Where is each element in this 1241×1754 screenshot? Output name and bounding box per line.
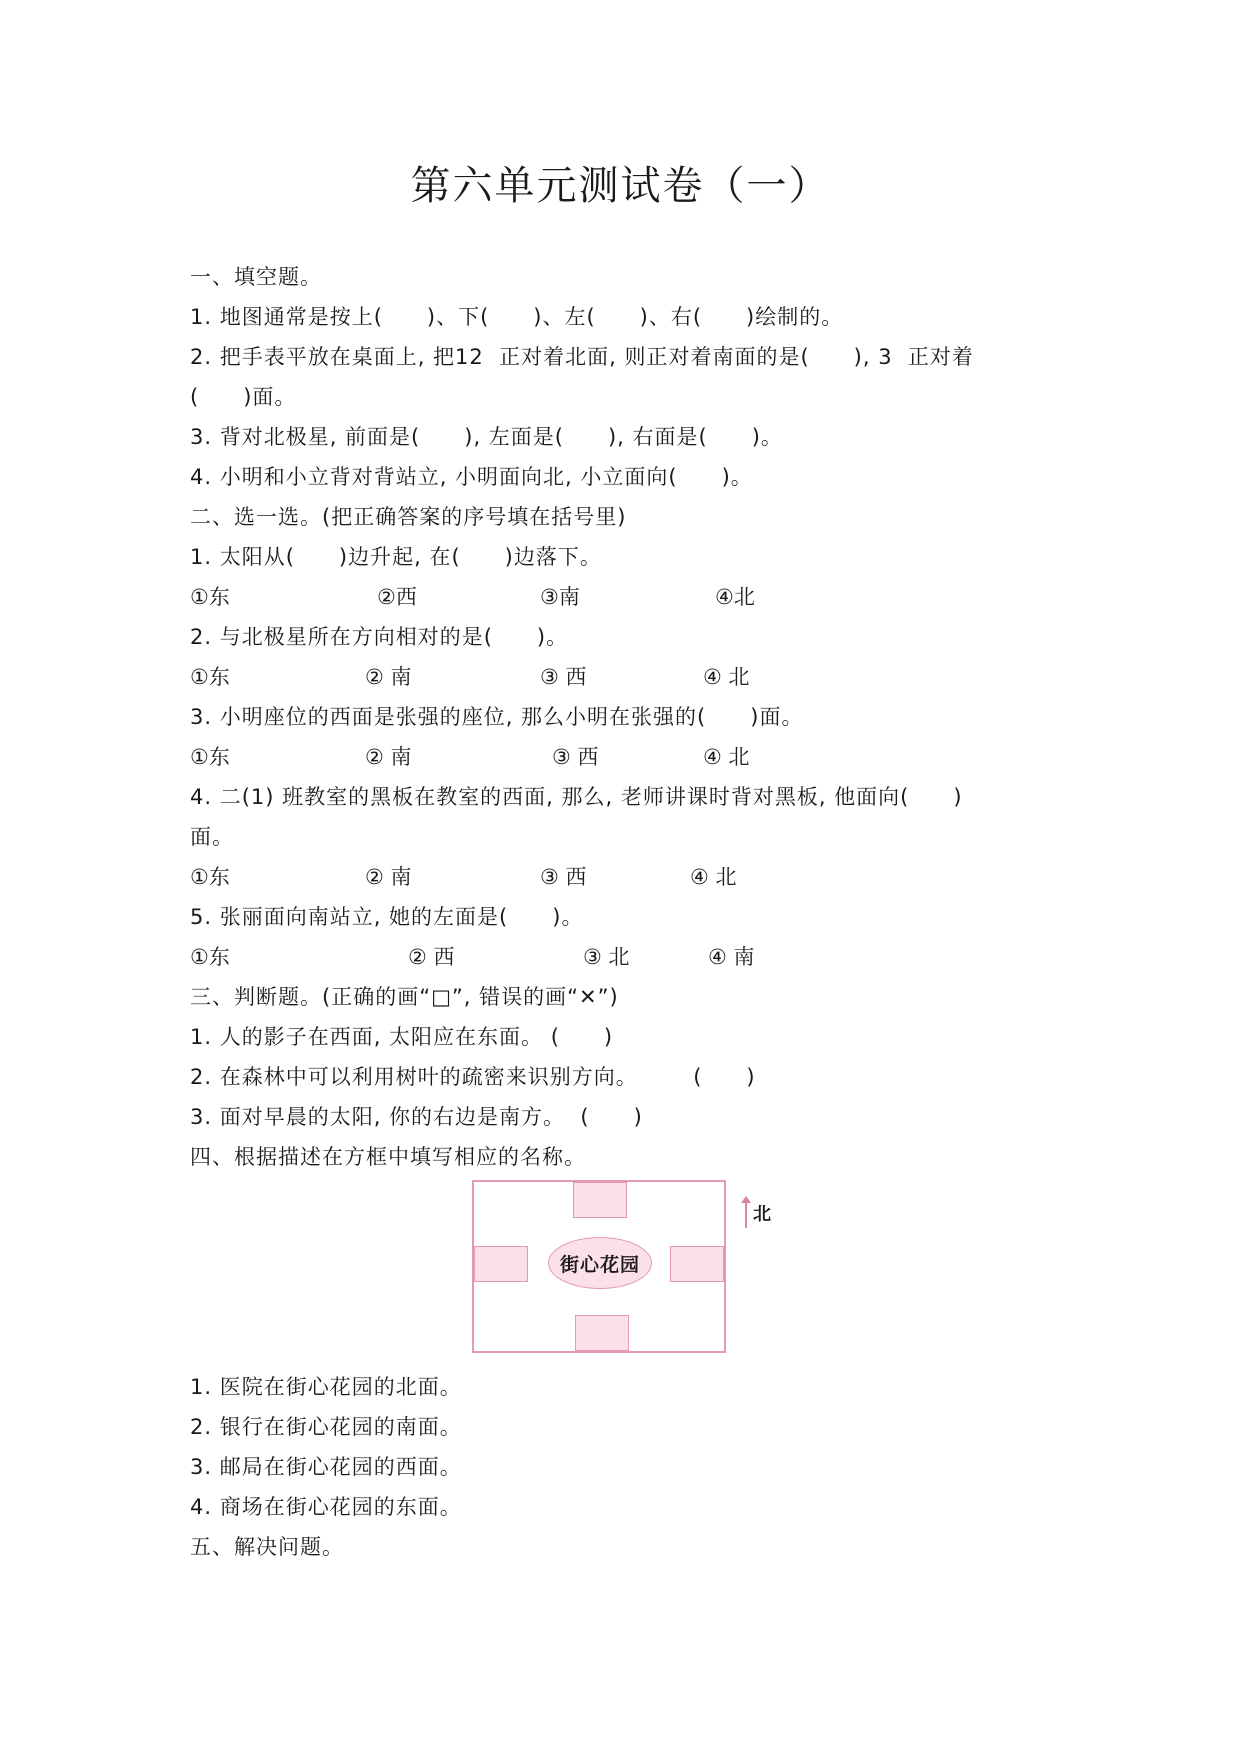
s2-q4-option-1: ①东: [190, 865, 230, 889]
s4-statement-3: 3. 邮局在街心花园的西面。: [190, 1455, 462, 1479]
s2-question-1: 1. 太阳从( )边升起, 在( )边落下。: [190, 545, 602, 569]
s2-q2-option-1: ①东: [190, 665, 230, 689]
s1-question-1: 1. 地图通常是按上( )、下( )、左( )、右( )绘制的。: [190, 305, 844, 329]
s2-q1-option-4: ④北: [715, 585, 755, 609]
section4-heading: 四、根据描述在方框中填写相应的名称。: [190, 1145, 586, 1169]
s2-q3-option-1: ①东: [190, 745, 230, 769]
s2-q1-option-1: ①东: [190, 585, 230, 609]
north-arrow-icon: [745, 1202, 747, 1228]
map-box-south[interactable]: [575, 1315, 629, 1351]
s4-statement-1: 1. 医院在街心花园的北面。: [190, 1375, 462, 1399]
s3-question-1: 1. 人的影子在西面, 太阳应在东面。 ( ): [190, 1025, 614, 1049]
section1-heading: 一、填空题。: [190, 265, 322, 289]
s2-q3-option-4: ④ 北: [703, 745, 750, 769]
s2-q5-option-1: ①东: [190, 945, 230, 969]
s2-question-4-cont: 面。: [190, 825, 234, 849]
s1-question-2: 2. 把手表平放在桌面上, 把12 正对着北面, 则正对着南面的是( ), 3 正对着: [190, 345, 974, 369]
s2-question-2: 2. 与北极星所在方向相对的是( )。: [190, 625, 569, 649]
s1-question-3: 3. 背对北极星, 前面是( ), 左面是( ), 右面是( )。: [190, 425, 783, 449]
section3-heading: 三、判断题。(正确的画“□”, 错误的画“✕”): [190, 985, 619, 1009]
section5-heading: 五、解决问题。: [190, 1535, 344, 1559]
s2-question-5: 5. 张丽面向南站立, 她的左面是( )。: [190, 905, 584, 929]
section2-heading: 二、选一选。(把正确答案的序号填在括号里): [190, 505, 627, 529]
s2-q4-option-4: ④ 北: [690, 865, 737, 889]
map-box-east[interactable]: [670, 1246, 724, 1282]
s1-question-2-cont: ( )面。: [190, 385, 297, 409]
s2-question-3: 3. 小明座位的西面是张强的座位, 那么小明在张强的( )面。: [190, 705, 804, 729]
s2-q4-option-3: ③ 西: [540, 865, 587, 889]
map-box-west[interactable]: [474, 1246, 528, 1282]
s2-q4-option-2: ② 南: [365, 865, 412, 889]
s2-q1-option-3: ③南: [540, 585, 580, 609]
page-title: 第六单元测试卷（一）: [410, 163, 831, 209]
s2-q5-option-2: ② 西: [408, 945, 455, 969]
s2-q2-option-3: ③ 西: [540, 665, 587, 689]
s3-question-2: 2. 在森林中可以利用树叶的疏密来识别方向。 ( ): [190, 1065, 756, 1089]
s2-question-4: 4. 二(1) 班教室的黑板在教室的西面, 那么, 老师讲课时背对黑板, 他面向( ): [190, 785, 963, 809]
north-label: 北: [753, 1204, 771, 1225]
s2-q5-option-3: ③ 北: [583, 945, 630, 969]
s3-question-3: 3. 面对早晨的太阳, 你的右边是南方。 ( ): [190, 1105, 643, 1129]
map-center-garden: 街心花园: [548, 1237, 652, 1289]
s2-q2-option-2: ② 南: [365, 665, 412, 689]
s4-statement-4: 4. 商场在街心花园的东面。: [190, 1495, 462, 1519]
s1-question-4: 4. 小明和小立背对背站立, 小明面向北, 小立面向( )。: [190, 465, 753, 489]
s2-q1-option-2: ②西: [377, 585, 417, 609]
s2-q3-option-3: ③ 西: [552, 745, 599, 769]
s2-q2-option-4: ④ 北: [703, 665, 750, 689]
map-box-north[interactable]: [573, 1182, 627, 1218]
s2-q5-option-4: ④ 南: [708, 945, 755, 969]
s4-statement-2: 2. 银行在街心花园的南面。: [190, 1415, 462, 1439]
s2-q3-option-2: ② 南: [365, 745, 412, 769]
street-map: [472, 1180, 726, 1353]
